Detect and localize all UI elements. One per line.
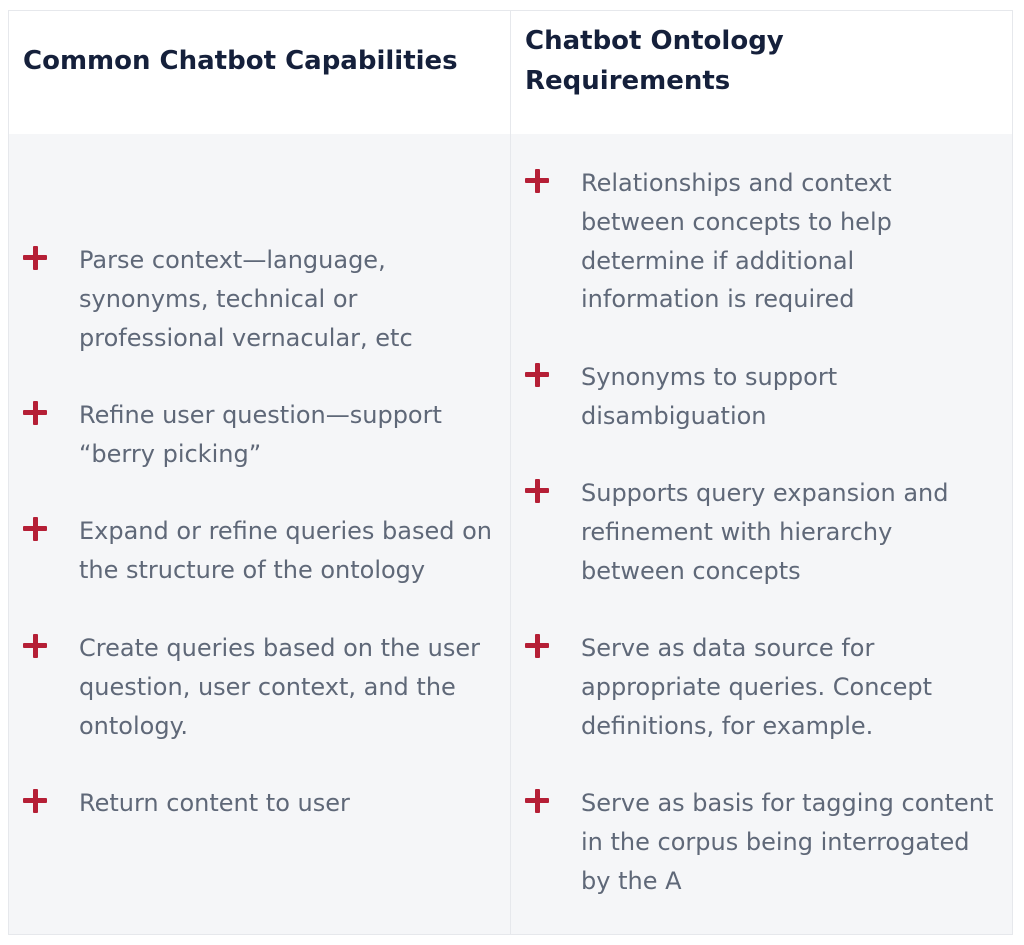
requirement-item-text: Serve as basis for tagging content in the corpus being interrogated by the A [581, 789, 994, 895]
capabilities-column-header: Common Chatbot Capabilities [23, 46, 458, 76]
plus-icon [23, 401, 47, 425]
requirement-item [525, 629, 1005, 749]
capability-item-text: Create queries based on the user question, user context, and the ontology. [79, 634, 480, 740]
plus-icon [525, 789, 549, 813]
plus-icon [23, 517, 47, 541]
requirement-item [525, 474, 1005, 594]
plus-icon [525, 363, 549, 387]
capability-item-text: Return content to user [79, 789, 350, 817]
plus-icon [23, 246, 47, 270]
column-divider [510, 10, 511, 935]
capability-item [23, 396, 503, 476]
capability-item [23, 784, 503, 824]
capability-item-text: Expand or refine queries based on the structure of the ontology [79, 517, 493, 584]
requirement-item [525, 784, 1005, 904]
plus-icon [23, 789, 47, 813]
requirement-item-text: Supports query expansion and refinement with hierarchy between concepts [581, 479, 949, 585]
plus-icon [525, 169, 549, 193]
requirement-item-text: Serve as data source for appropriate queries. Concept definitions, for example. [581, 634, 933, 740]
capability-item-text: Refine user question—support “berry picking” [79, 401, 442, 468]
plus-icon [23, 634, 47, 658]
plus-icon [525, 479, 549, 503]
capability-item-text: Parse context—language, synonyms, technical or professional vernacular, etc [79, 246, 413, 352]
requirements-column-header: Chatbot Ontology Requirements [525, 26, 784, 96]
requirement-item-text: Relationships and context between concepts to help determine if additional information is required [581, 169, 892, 314]
requirement-item [525, 358, 1005, 438]
requirement-item-text: Synonyms to support disambiguation [581, 363, 838, 430]
capability-item [23, 629, 503, 749]
capability-item [23, 512, 503, 592]
plus-icon [525, 634, 549, 658]
requirement-item [525, 164, 1005, 324]
capability-item [23, 241, 503, 361]
